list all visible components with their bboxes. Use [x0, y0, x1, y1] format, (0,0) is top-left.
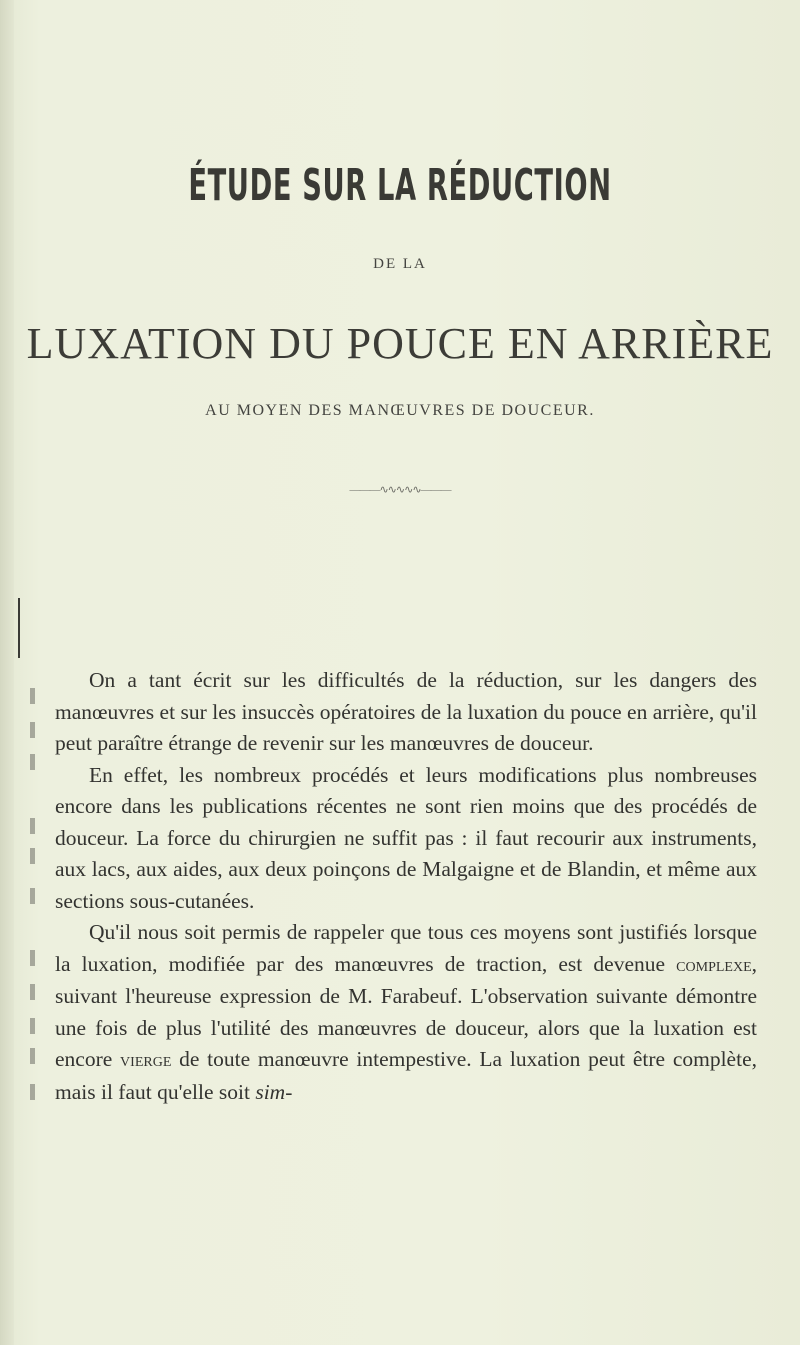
subtitle: AU MOYEN DES MANŒUVRES DE DOUCEUR.	[205, 402, 595, 419]
margin-rule	[18, 598, 20, 658]
title-line-1: ÉTUDE SUR LA RÉDUCTION	[188, 160, 612, 211]
paragraph-3	[55, 917, 757, 1108]
paragraph-3-text-c: de toute manœuvre intempestive. La luxation peut être complète, mais il faut qu'elle soit	[55, 1047, 757, 1104]
body-text	[55, 665, 757, 1108]
paragraph-3-text-a: Qu'il nous soit permis de rappeler que tous ces moyens sont justifiés lorsque la luxation, modifiée par des manœuvres de traction, est devenue	[55, 920, 757, 976]
paragraph-2: En effet, les nombreux procédés et leurs modifications plus nombreuses encore dans les publications récentes ne sont rien moins que des procédés de douceur. La force du chirurgien ne suffit pas : il faut recourir aux instruments, aux lacs, aux aides, aux deux poinçons de Malgaigne et de Blandin, et même aux sections sous-cutanées.	[55, 762, 757, 913]
paragraph-1: On a tant écrit sur les difficultés de la réduction, sur les dangers des manœuvres et sur les insuccès opératoires de la luxation du pouce en arrière, qu'il peut paraître étrange de revenir sur les manœuvres de douceur.	[55, 668, 757, 755]
title-line-2: DE LA	[373, 256, 427, 272]
title-line-3: LUXATION DU POUCE EN ARRIÈRE	[26, 319, 774, 368]
ornament-divider: ———∿∿∿∿∿———	[349, 484, 451, 496]
term-sim: sim-	[255, 1079, 293, 1104]
paragraph-3-text-b: , suivant l'heureuse expression de M. Farabeuf. L'observation suivante démontre une fois de plus l'utilité des manœuvres de douceur, alors que la luxation est encore	[55, 951, 757, 1071]
margin-marks	[30, 688, 40, 1108]
term-vierge: vierge	[120, 1049, 172, 1071]
term-complexe: complexe	[676, 953, 752, 976]
page-gutter	[0, 0, 14, 1345]
